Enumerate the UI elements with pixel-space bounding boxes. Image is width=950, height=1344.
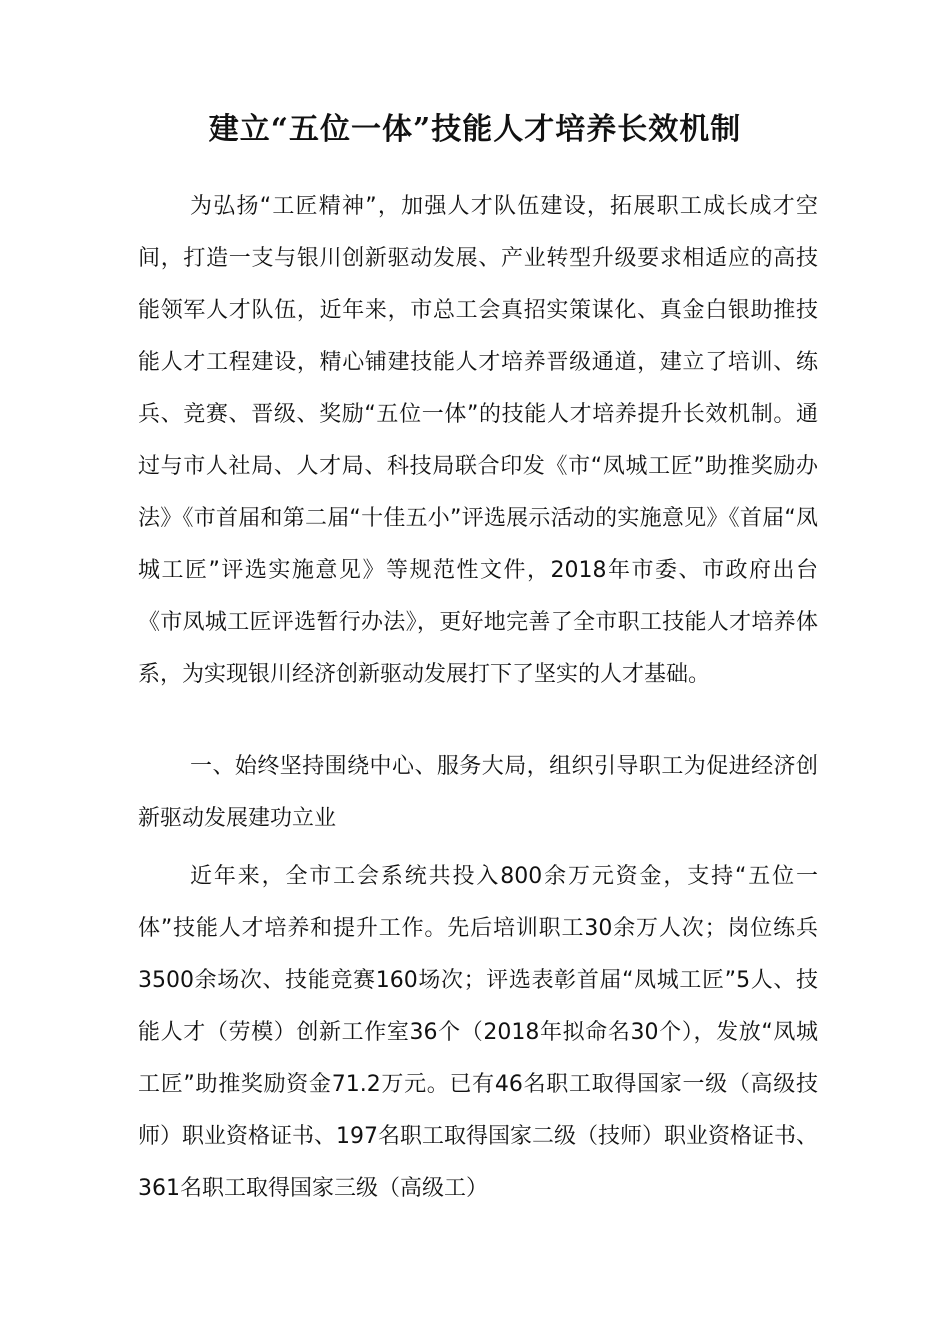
- document-title: 建立“五位一体”技能人才培养长效机制: [208, 112, 742, 147]
- section-heading: 一、始终坚持围绕中心、服务大局，组织引导职工为促进经济创新驱动发展建功立业: [138, 754, 818, 831]
- intro-paragraph: 为弘扬“工匠精神”，加强人才队伍建设，拓展职工成长成才空间，打造一支与银川创新驱动发展、产业转型升级要求相适应的高技能领军人才队伍，近年来，市总工会真招实策谋化、真金白银助推技能人才工程建设，精心铺建技能人才培养晋级通道，建立了培训、练兵、竞赛、晋级、奖励“五位一体”的技能人才培养提升长效机制。通过与市人社局、人才局、科技局联合印发《市“凤城工匠”助推奖励办法》《市首届和第二届“十佳五小”评选展示活动的实施意见》《首届“凤城工匠”评选实施意见》等规范性文件，2018年市委、市政府出台《市凤城工匠评选暂行办法》，更好地完善了全市职工技能人才培养体系，为实现银川经济创新驱动发展打下了坚实的人才基础。: [138, 194, 818, 687]
- body-paragraph: 近年来，全市工会系统共投入800余万元资金，支持“五位一体”技能人才培养和提升工作。先后培训职工30余万人次；岗位练兵3500余场次、技能竞赛160场次；评选表彰首届“凤城工匠”5人、技能人才（劳模）创新工作室36个（2018年拟命名30个），发放“凤城工匠”助推奖励资金71.2万元。已有46名职工取得国家一级（高级技师）职业资格证书、197名职工取得国家二级（技师）职业资格证书、361名职工取得国家三级（高级工）: [138, 864, 818, 1201]
